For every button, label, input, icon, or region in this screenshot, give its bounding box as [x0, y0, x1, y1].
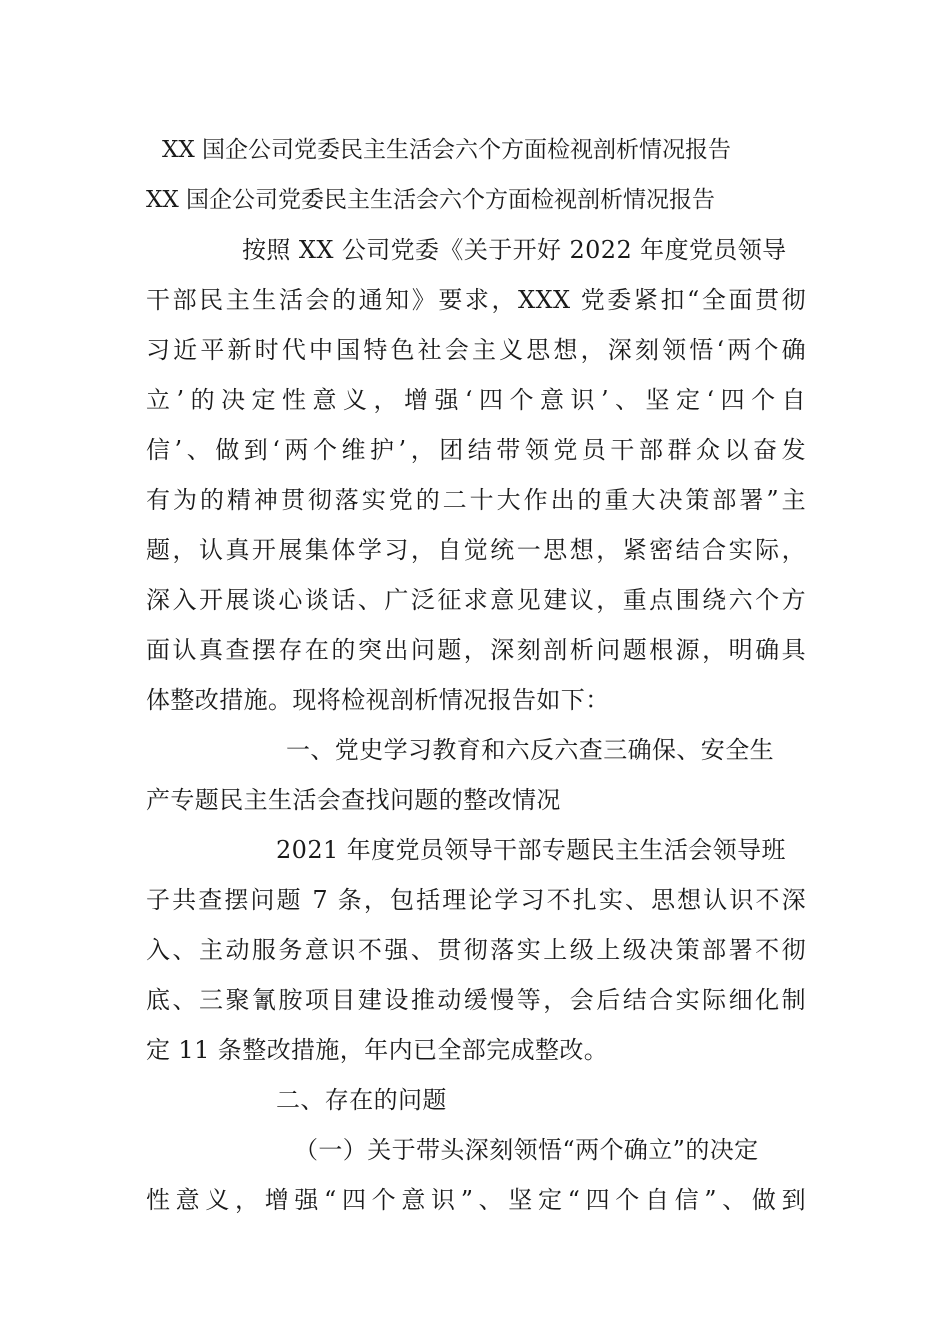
section1-heading-line-1: 一、党史学习教育和六反六查三确保、安全生 [286, 736, 774, 764]
intro-line-3: 习近平新时代中国特色社会主义思想，深刻领悟‘两个确 [146, 336, 806, 364]
document-title-line-1: XX 国企公司党委民主生活会六个方面检视剖析情况报告 [162, 137, 732, 163]
subsection1-line-1: （一）关于带头深刻领悟“两个确立”的决定 [294, 1136, 759, 1164]
intro-line-9: 面认真查摆存在的突出问题，深刻剖析问题根源，明确具 [146, 636, 806, 664]
section1-body-line-2: 子共查摆问题 7 条，包括理论学习不扎实、思想认识不深 [146, 886, 806, 914]
subsection1-line-2: 性意义，增强“四个意识”、坚定“四个自信”、做到 [146, 1186, 806, 1214]
intro-line-6: 有为的精神贯彻落实党的二十大作出的重大决策部署”主 [146, 486, 806, 514]
intro-line-8: 深入开展谈心谈话、广泛征求意见建议，重点围绕六个方 [146, 586, 806, 614]
section1-body-line-4: 底、三聚氰胺项目建设推动缓慢等，会后结合实际细化制 [146, 986, 806, 1014]
intro-line-1: 按照 XX 公司党委《关于开好 2022 年度党员领导 [242, 236, 787, 264]
section2-heading: 二、存在的问题 [276, 1086, 447, 1114]
intro-line-5: 信’、做到‘两个维护’，团结带领党员干部群众以奋发 [146, 436, 806, 464]
intro-line-4: 立’的决定性意义，增强‘四个意识’、坚定‘四个自 [146, 386, 806, 414]
section1-body-line-1: 2021 年度党员领导干部专题民主生活会领导班 [276, 836, 786, 864]
section1-body-line-5: 定 11 条整改措施，年内已全部完成整改。 [146, 1036, 609, 1064]
document-title-line-2: XX 国企公司党委民主生活会六个方面检视剖析情况报告 [146, 187, 716, 213]
section1-body-line-3: 入、主动服务意识不强、贯彻落实上级上级决策部署不彻 [146, 936, 806, 964]
intro-line-7: 题，认真开展集体学习，自觉统一思想，紧密结合实际， [146, 536, 806, 564]
intro-line-2: 干部民主生活会的通知》要求，XXX 党委紧扣“全面贯彻 [146, 286, 806, 314]
intro-line-10: 体整改措施。现将检视剖析情况报告如下： [146, 686, 610, 714]
section1-heading-line-2: 产专题民主生活会查找问题的整改情况 [146, 786, 561, 814]
